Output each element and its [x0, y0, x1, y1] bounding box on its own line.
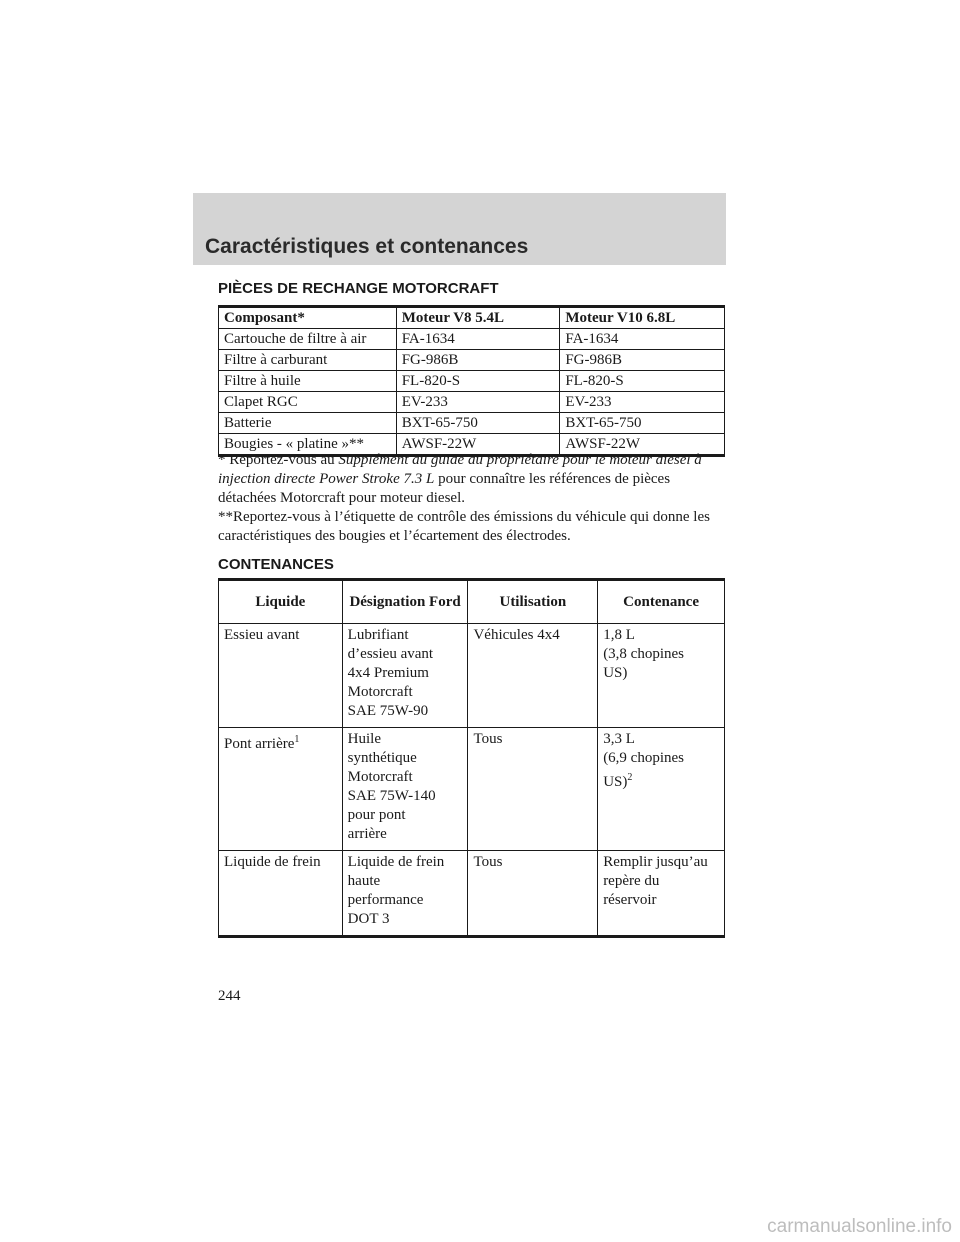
cell-line: Remplir jusqu’au	[603, 854, 708, 870]
chapter-header-band	[193, 193, 726, 265]
capacities-col-header: Liquide	[219, 580, 343, 624]
capacities-table	[218, 578, 725, 938]
designation-cell	[342, 851, 468, 937]
cell-line: US)	[603, 665, 628, 681]
cell-line: Motorcraft	[347, 769, 413, 785]
capacities-col-header: Contenance	[598, 580, 725, 624]
liquid-cell	[219, 624, 343, 728]
designation-cell	[342, 624, 468, 728]
note1-document-title: Supplément au guide du propriétaire pour le moteur diesel à injection directe Power Stroke 7.3 L	[218, 452, 702, 487]
parts-col-header: Moteur V10 6.8L	[560, 307, 725, 329]
capacity-cell	[598, 728, 725, 851]
cell-line: (3,8 chopines	[603, 646, 685, 662]
parts-table-header-row	[219, 307, 725, 329]
cell-line: SAE 75W-90	[347, 703, 429, 719]
cell-line: 1,8 L	[603, 627, 635, 643]
cell-line: repère du	[603, 873, 660, 889]
capacities-table-body	[219, 624, 725, 937]
cell-line: Motorcraft	[347, 684, 413, 700]
table-cell: FA-1634	[560, 329, 725, 350]
capacities-col-header: Utilisation	[468, 580, 598, 624]
table-row	[219, 350, 725, 371]
table-row	[219, 413, 725, 434]
table-cell: FG-986B	[396, 350, 560, 371]
cell-line: 3,3 L	[603, 731, 635, 747]
table-cell: AWSF-22W	[396, 434, 560, 456]
parts-section-title: PIÈCES DE RECHANGE MOTORCRAFT	[218, 280, 499, 297]
capacities-col-header: Désignation Ford	[342, 580, 468, 624]
table-cell: Bougies - « platine »**	[219, 434, 397, 456]
liquid-name: Liquide de frein	[224, 854, 321, 870]
table-cell: FL-820-S	[396, 371, 560, 392]
parts-col-header: Moteur V8 5.4L	[396, 307, 560, 329]
table-row	[219, 371, 725, 392]
cell-line: réservoir	[603, 892, 657, 908]
table-row	[219, 851, 725, 937]
watermark-text: carmanualsonline.info	[767, 1216, 952, 1237]
designation-cell	[342, 728, 468, 851]
cell-line: d’essieu avant	[347, 646, 434, 662]
page-number: 244	[218, 988, 241, 1004]
cell-line: (6,9 chopines	[603, 750, 685, 766]
note1-suffix: pour connaître les références de pièces détachées Motorcraft pour moteur diesel.	[218, 471, 671, 506]
cell-line: SAE 75W-140	[347, 788, 436, 804]
table-cell: FG-986B	[560, 350, 725, 371]
capacity-cell	[598, 851, 725, 937]
table-cell: BXT-65-750	[560, 413, 725, 434]
liquid-name: Essieu avant	[224, 627, 300, 643]
cell-line: US)$^2$	[603, 772, 633, 790]
footnote-marker: 1	[294, 734, 300, 745]
capacities-section-title: CONTENANCES	[218, 556, 334, 573]
cell-line: pour pont	[347, 807, 406, 823]
liquid-cell	[219, 851, 343, 937]
table-row	[219, 392, 725, 413]
cell-line: 4x4 Premium	[347, 665, 429, 681]
parts-footnote-spark-plugs: **Reportez-vous à l’étiquette de contrôle des émissions du véhicule qui donne les caractéristiques des bougies et l’écartement des électrodes.	[218, 509, 710, 544]
cell-line: performance	[347, 892, 424, 908]
table-cell: EV-233	[396, 392, 560, 413]
table-row	[219, 624, 725, 728]
table-row	[219, 728, 725, 851]
cell-line: synthétique	[347, 750, 417, 766]
cell-line: Lubrifiant	[347, 627, 409, 643]
table-row	[219, 329, 725, 350]
parts-table	[218, 305, 725, 457]
capacities-table-header-row	[219, 580, 725, 624]
cell-line: Huile	[347, 731, 381, 747]
chapter-title: Caractéristiques et contenances	[205, 235, 529, 258]
table-cell: BXT-65-750	[396, 413, 560, 434]
liquid-name: Pont arrière	[224, 736, 295, 752]
usage-cell: Tous	[468, 851, 598, 937]
table-cell: FL-820-S	[560, 371, 725, 392]
capacity-cell	[598, 624, 725, 728]
cell-line: arrière	[347, 826, 387, 842]
table-cell: EV-233	[560, 392, 725, 413]
cell-line: DOT 3	[347, 911, 390, 927]
table-cell: Batterie	[219, 413, 397, 434]
note1-prefix: * Reportez-vous au	[218, 452, 339, 468]
footnote-marker: 2	[627, 772, 633, 783]
liquid-cell	[219, 728, 343, 851]
table-cell: Clapet RGC	[219, 392, 397, 413]
usage-cell: Véhicules 4x4	[468, 624, 598, 728]
table-cell: Filtre à huile	[219, 371, 397, 392]
parts-col-header: Composant*	[219, 307, 397, 329]
parts-footnote-diesel	[218, 451, 728, 508]
cell-line: haute	[347, 873, 381, 889]
table-cell: AWSF-22W	[560, 434, 725, 456]
table-cell: Filtre à carburant	[219, 350, 397, 371]
usage-cell: Tous	[468, 728, 598, 851]
table-cell: FA-1634	[396, 329, 560, 350]
table-cell: Cartouche de filtre à air	[219, 329, 397, 350]
cell-line: Liquide de frein	[347, 854, 445, 870]
